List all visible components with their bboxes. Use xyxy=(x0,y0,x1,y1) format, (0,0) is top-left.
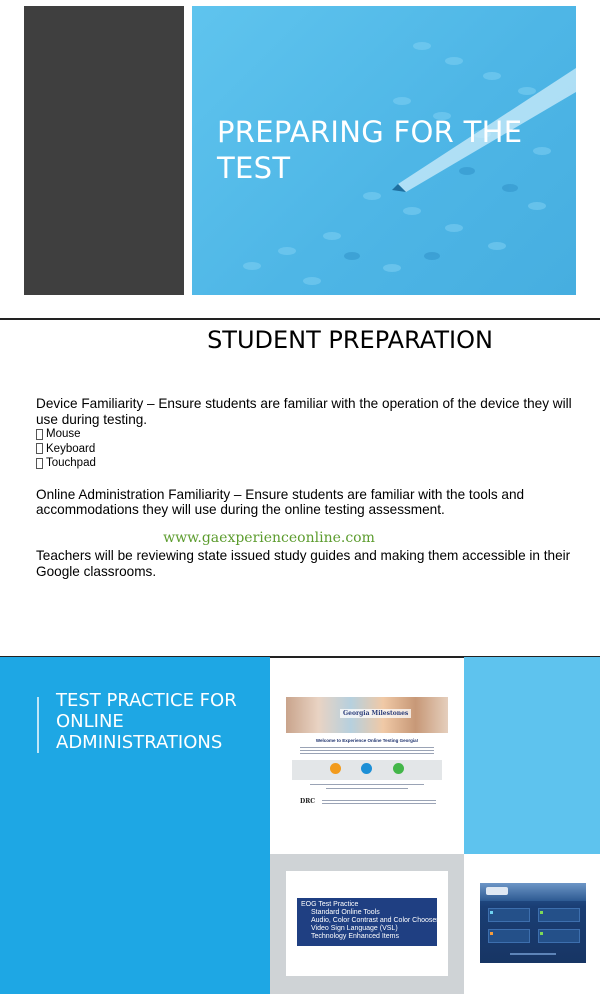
list-item: Mouse xyxy=(36,427,582,442)
eog-practice-thumbnail xyxy=(286,871,448,976)
bullet-box-icon xyxy=(36,429,43,440)
green-check-icon xyxy=(393,763,404,774)
menu-dot xyxy=(540,932,543,935)
slide-2-title: STUDENT PREPARATION xyxy=(207,326,493,354)
text-line xyxy=(310,784,424,785)
welcome-heading: Welcome to Experience Online Testing Georgia! xyxy=(315,738,419,743)
tutorial-menu-thumbnail xyxy=(480,883,586,963)
slide-3-lightblue-block xyxy=(464,657,600,854)
milestones-logo: Georgia Milestones xyxy=(340,709,411,718)
eog-practice-box xyxy=(297,898,437,946)
slide-2-body xyxy=(36,396,582,579)
slide-3-title: TEST PRACTICE FOR ONLINE ADMINISTRATIONS xyxy=(56,690,237,753)
menu-tile xyxy=(488,929,530,943)
menu-tile xyxy=(488,908,530,922)
menu-dot xyxy=(540,911,543,914)
slide-1-dark-panel xyxy=(24,6,184,295)
menu-dot xyxy=(490,911,493,914)
text-line xyxy=(300,753,434,754)
eog-line: Standard Online Tools xyxy=(311,909,380,916)
orange-circle-icon xyxy=(330,763,341,774)
menu-logo xyxy=(486,887,508,895)
slide-divider-1 xyxy=(0,318,600,320)
blue-circle-icon xyxy=(361,763,372,774)
device-familiarity-text: Device Familiarity – Ensure students are familiar with the operation of the device they will use during testing. xyxy=(36,396,572,427)
menu-footer-line xyxy=(510,953,556,955)
device-list xyxy=(36,427,582,471)
eog-line-heading: EOG Test Practice xyxy=(301,901,359,908)
drc-logo: DRC xyxy=(300,798,315,805)
eog-line: Technology Enhanced Items xyxy=(311,933,399,940)
text-line xyxy=(300,750,434,751)
website-screenshot-thumbnail xyxy=(286,697,448,813)
slide-1-blue-panel xyxy=(192,6,576,295)
text-line xyxy=(326,788,408,789)
bullet-box-icon xyxy=(36,458,43,469)
text-line xyxy=(322,803,436,804)
eog-line: Video Sign Language (VSL) xyxy=(311,925,398,932)
gaexperience-link[interactable]: www.gaexperienceonline.com xyxy=(163,529,375,546)
text-line xyxy=(300,747,434,748)
online-familiarity-text: Online Administration Familiarity – Ensure students are familiar with the tools and accommodations they will use during the online testing assessment. xyxy=(36,486,525,517)
list-item: Touchpad xyxy=(36,456,582,471)
menu-dot xyxy=(490,932,493,935)
bullet-box-icon xyxy=(36,443,43,454)
slide-1-title: PREPARING FOR THE TEST xyxy=(217,115,523,185)
text-line xyxy=(322,800,436,801)
slide-3-accent-bar xyxy=(37,697,39,753)
eog-line: Audio, Color Contrast and Color Chooser xyxy=(311,917,439,924)
menu-tile xyxy=(538,908,580,922)
list-item: Keyboard xyxy=(36,442,582,457)
menu-tile xyxy=(538,929,580,943)
teachers-text: Teachers will be reviewing state issued study guides and making them accessible in their Google classrooms. xyxy=(36,548,571,579)
